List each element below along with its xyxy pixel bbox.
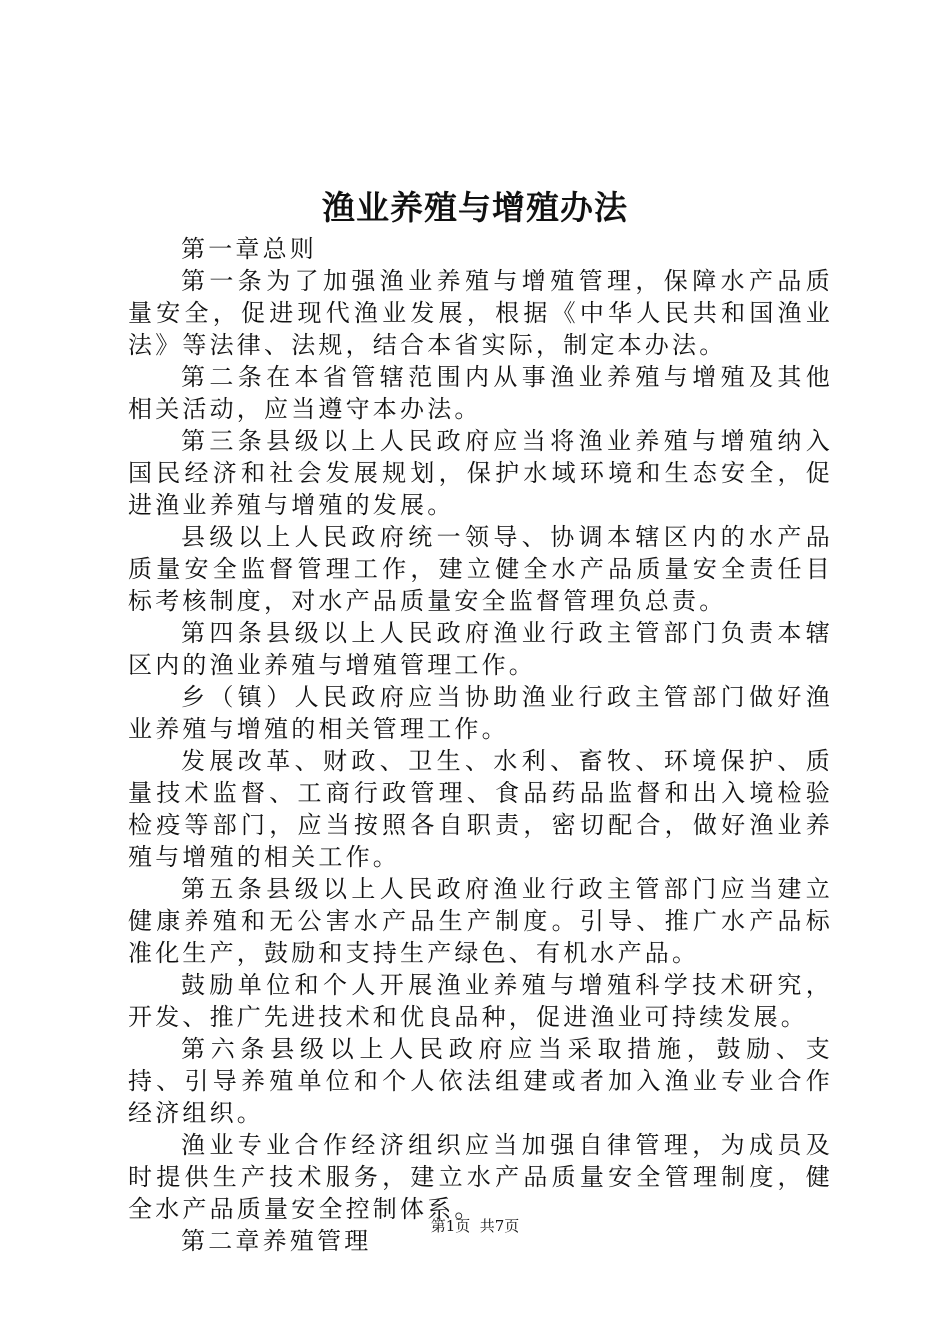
- paragraph: 第四条县级以上人民政府渔业行政主管部门负责本辖区内的渔业养殖与增殖管理工作。: [128, 619, 833, 679]
- paragraph: 第五条县级以上人民政府渔业行政主管部门应当建立健康养殖和无公害水产品生产制度。引导、推广水产品标准化生产，鼓励和支持生产绿色、有机水产品。: [128, 875, 833, 967]
- document-body: [128, 233, 833, 1257]
- paragraph: 第三条县级以上人民政府应当将渔业养殖与增殖纳入国民经济和社会发展规划，保护水域环境和生态安全，促进渔业养殖与增殖的发展。: [128, 427, 833, 519]
- paragraph: 第六条县级以上人民政府应当采取措施，鼓励、支持、引导养殖单位和个人依法组建或者加入渔业专业合作经济组织。: [128, 1035, 833, 1127]
- chapter-heading: 第二章养殖管理: [181, 1227, 372, 1255]
- page-footer: [0, 1216, 950, 1236]
- page-number: 第1页 共7页: [430, 1217, 520, 1235]
- paragraph: 第一条为了加强渔业养殖与增殖管理，保障水产品质量安全，促进现代渔业发展，根据《中华人民共和国渔业法》等法律、法规，结合本省实际，制定本办法。: [128, 267, 833, 359]
- paragraph: 渔业专业合作经济组织应当加强自律管理，为成员及时提供生产技术服务，建立水产品质量安全管理制度，健全水产品质量安全控制体系。: [128, 1131, 833, 1223]
- paragraph: 乡（镇）人民政府应当协助渔业行政主管部门做好渔业养殖与增殖的相关管理工作。: [128, 683, 833, 743]
- paragraph: 鼓励单位和个人开展渔业养殖与增殖科学技术研究，开发、推广先进技术和优良品种，促进渔业可持续发展。: [128, 971, 833, 1031]
- paragraph: 发展改革、财政、卫生、水利、畜牧、环境保护、质量技术监督、工商行政管理、食品药品监督和出入境检验检疫等部门，应当按照各自职责，密切配合，做好渔业养殖与增殖的相关工作。: [128, 747, 833, 871]
- document-title: 渔业养殖与增殖办法: [322, 188, 628, 227]
- paragraph: 县级以上人民政府统一领导、协调本辖区内的水产品质量安全监督管理工作，建立健全水产品质量安全责任目标考核制度，对水产品质量安全监督管理负总责。: [128, 523, 833, 615]
- paragraph: 第二条在本省管辖范围内从事渔业养殖与增殖及其他相关活动，应当遵守本办法。: [128, 363, 833, 423]
- chapter-heading: 第一章总则: [181, 235, 317, 263]
